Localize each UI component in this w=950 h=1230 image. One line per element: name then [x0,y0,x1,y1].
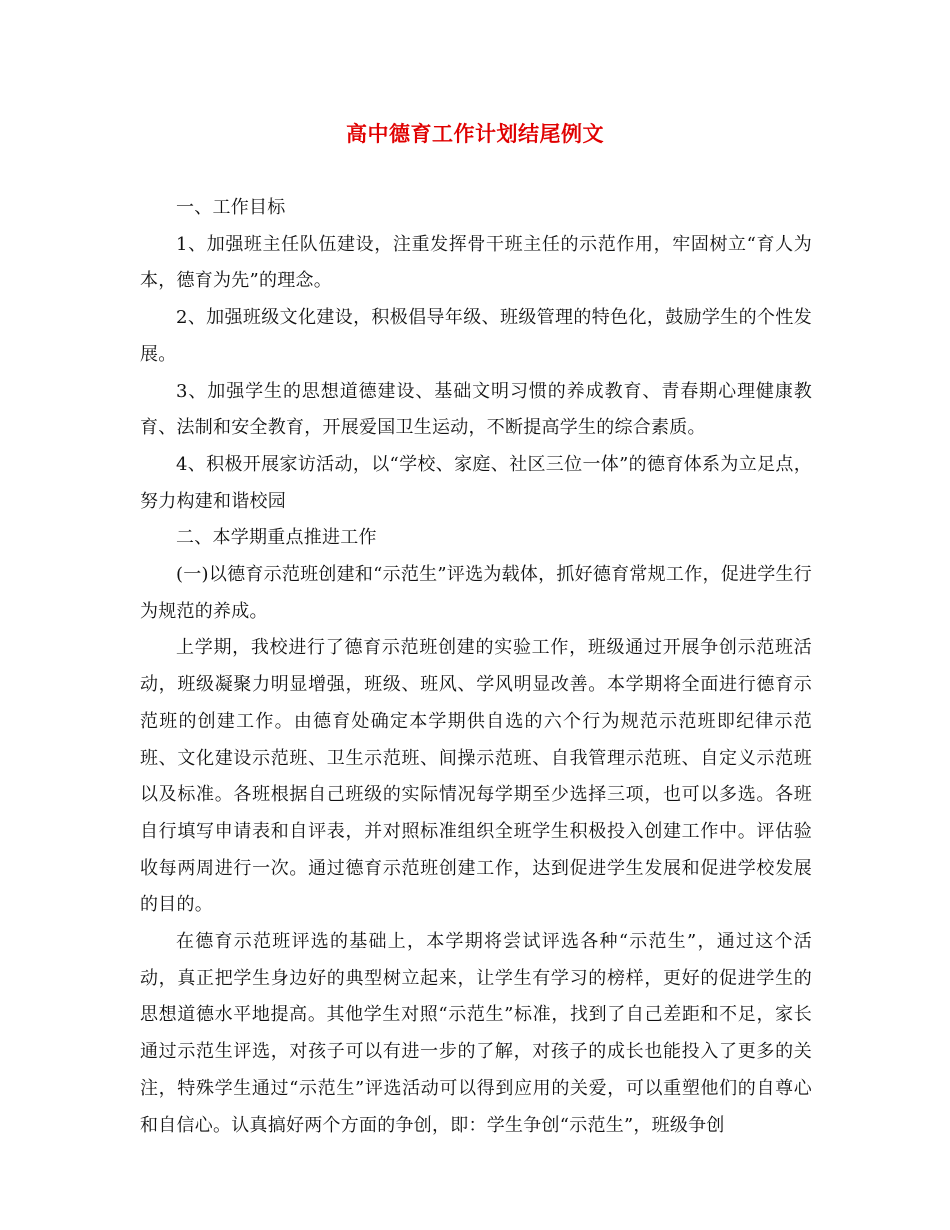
paragraph-goal-3: 3、加强学生的思想道德建设、基础文明习惯的养成教育、青春期心理健康教育、法制和安全教育，开展爱国卫生运动，不断提高学生的综合素质。 [140,380,812,439]
section-heading-key-work: 二、本学期重点推进工作 [176,527,377,549]
paragraph-goal-1: 1、加强班主任队伍建设，注重发挥骨干班主任的示范作用，牢固树立“育人为本，德育为先”的理念。 [140,233,812,292]
paragraph-goal-4: 4、积极开展家访活动，以“学校、家庭、社区三位一体”的德育体系为立足点，努力构建和谐校园 [140,453,812,512]
subheading-model-class: (一)以德育示范班创建和“示范生”评选为载体，抓好德育常规工作，促进学生行为规范的养成。 [140,564,812,622]
paragraph-goal-2: 2、加强班级文化建设，积极倡导年级、班级管理的特色化，鼓励学生的个性发展。 [140,307,812,365]
paragraph-model-student: 在德育示范班评选的基础上，本学期将尝试评选各种“示范生”，通过这个活动，真正把学生身边好的典型树立起来，让学生有学习的榜样，更好的促进学生的思想道德水平地提高。其他学生对照“示范生”标准，找到了自己差距和不足，家长通过示范生评选，对孩子可以有进一步的了解，对孩子的成长也能投入了更多的关注，特殊学生通过“示范生”评选活动可以得到应用的关爱，可以重塑他们的自尊心和自信心。认真搞好两个方面的争创，即：学生争创“示范生”，班级争创 [140,931,812,1136]
paragraph-model-class: 上学期，我校进行了德育示范班创建的实验工作，班级通过开展争创示范班活动，班级凝聚力明显增强，班级、班风、学风明显改善。本学期将全面进行德育示范班的创建工作。由德育处确定本学期供自选的六个行为规范示范班即纪律示范班、文化建设示范班、卫生示范班、间操示范班、自我管理示范班、自定义示范班以及标准。各班根据自己班级的实际情况每学期至少选择三项，也可以多选。各班自行填写申请表和自评表，并对照标准组织全班学生积极投入创建工作中。评估验收每两周进行一次。通过德育示范班创建工作，达到促进学生发展和促进学校发展的目的。 [140,637,812,916]
document-body [140,190,812,1144]
document-title: 高中德育工作计划结尾例文 [346,121,604,146]
section-heading-goals: 一、工作目标 [176,197,286,218]
